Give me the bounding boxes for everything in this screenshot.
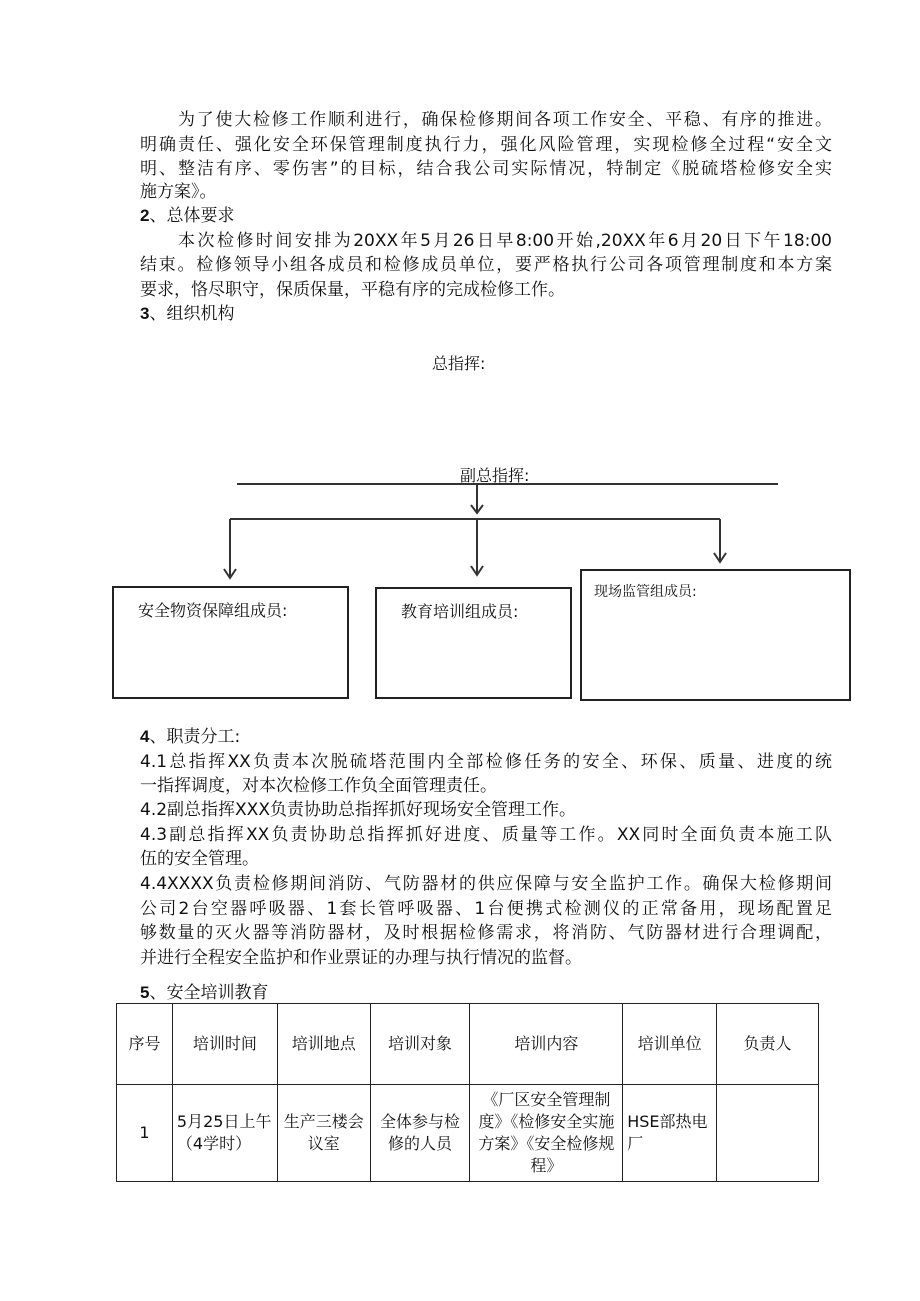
intro-line: 明、整洁有序、零伤害”的目标，结合我公司实际情况，特制定《脱硫塔检修安全实 <box>140 159 832 179</box>
org-box-safety-supplies <box>112 586 349 699</box>
s4-line: 够数量的灭火器等消防器材，及时根据检修需求，将消防、气防器材进行合理调配， <box>140 923 832 943</box>
s4-line: 4.2副总指挥XXX负责协助总指挥抓好现场安全管理工作。 <box>140 800 576 820</box>
org-chief-label: 总指挥: <box>432 354 486 373</box>
org-box-site-supervision <box>580 569 851 701</box>
header-cell: 培训单位 <box>623 1004 717 1085</box>
table-cell: 1 <box>117 1085 173 1182</box>
box-label: 教育培训组成员: <box>401 602 519 621</box>
box-label: 安全物资保障组成员: <box>138 601 288 620</box>
table-cell: 《厂区安全管理制度》《检修安全实施方案》《安全检修规程》 <box>470 1085 623 1182</box>
table-header-row <box>117 1004 819 1085</box>
intro-line: 为了使大检修工作顺利进行，确保检修期间各项工作安全、平稳、有序的推进。 <box>178 110 832 130</box>
table-cell: 5月25日上午（4学时） <box>172 1085 277 1182</box>
section-title: 、总体要求 <box>149 206 235 226</box>
table-cell: 生产三楼会议室 <box>277 1085 370 1182</box>
org-deputy-label: 副总指挥: <box>460 466 530 485</box>
s4-line: 伍的安全管理。 <box>140 849 259 869</box>
section-title: 、职责分工: <box>149 727 241 747</box>
intro-line: 施方案》。 <box>140 182 217 202</box>
header-cell: 序号 <box>117 1004 173 1085</box>
header-cell: 培训时间 <box>172 1004 277 1085</box>
section-number: 4 <box>140 727 150 746</box>
header-cell: 负责人 <box>717 1004 819 1085</box>
training-table <box>116 1003 819 1182</box>
header-cell: 培训对象 <box>370 1004 470 1085</box>
box-label: 现场监管组成员: <box>594 584 697 600</box>
s4-line: 并进行全程安全监护和作业票证的办理与执行情况的监督。 <box>140 948 582 968</box>
section-title: 、安全培训教育 <box>149 983 269 1003</box>
s4-line: 公司2台空器呼吸器、1套长管呼吸器、1台便携式检测仪的正常备用，现场配置足 <box>140 899 832 919</box>
s2-line: 本次检修时间安排为20XX年5月26日早8:00开始,20XX年6月20日下午18:00 <box>178 231 833 251</box>
table-cell: HSE部热电厂 <box>623 1085 717 1182</box>
s4-line: 4.4XXXX负责检修期间消防、气防器材的供应保障与安全监护工作。确保大检修期间 <box>140 874 832 894</box>
section-5-heading <box>140 981 268 1005</box>
table-row <box>117 1085 819 1182</box>
s4-line: 4.1总指挥XX负责本次脱硫塔范围内全部检修任务的安全、环保、质量、进度的统 <box>140 752 832 772</box>
section-number: 3 <box>140 304 150 323</box>
header-cell: 培训地点 <box>277 1004 370 1085</box>
table-cell: 全体参与检修的人员 <box>370 1085 470 1182</box>
section-4-heading <box>140 725 240 749</box>
section-title: 、组织机构 <box>149 304 235 324</box>
table-cell <box>717 1085 819 1182</box>
org-box-education-training <box>375 587 572 699</box>
intro-line: 明确责任、强化安全环保管理制度执行力，强化风险管理，实现检修全过程“安全文 <box>140 135 832 155</box>
s2-line: 要求，恪尽职守，保质保量，平稳有序的完成检修工作。 <box>140 280 565 300</box>
header-cell: 培训内容 <box>470 1004 623 1085</box>
section-number: 2 <box>140 206 150 225</box>
section-number: 5 <box>140 983 150 1002</box>
s4-line: 一指挥调度，对本次检修工作负全面管理责任。 <box>140 776 497 796</box>
s4-line: 4.3副总指挥XX负责协助总指挥抓好进度、质量等工作。XX同时全面负责本施工队 <box>140 825 832 845</box>
s2-line: 结束。检修领导小组各成员和检修成员单位，要严格执行公司各项管理制度和本方案 <box>140 255 832 275</box>
